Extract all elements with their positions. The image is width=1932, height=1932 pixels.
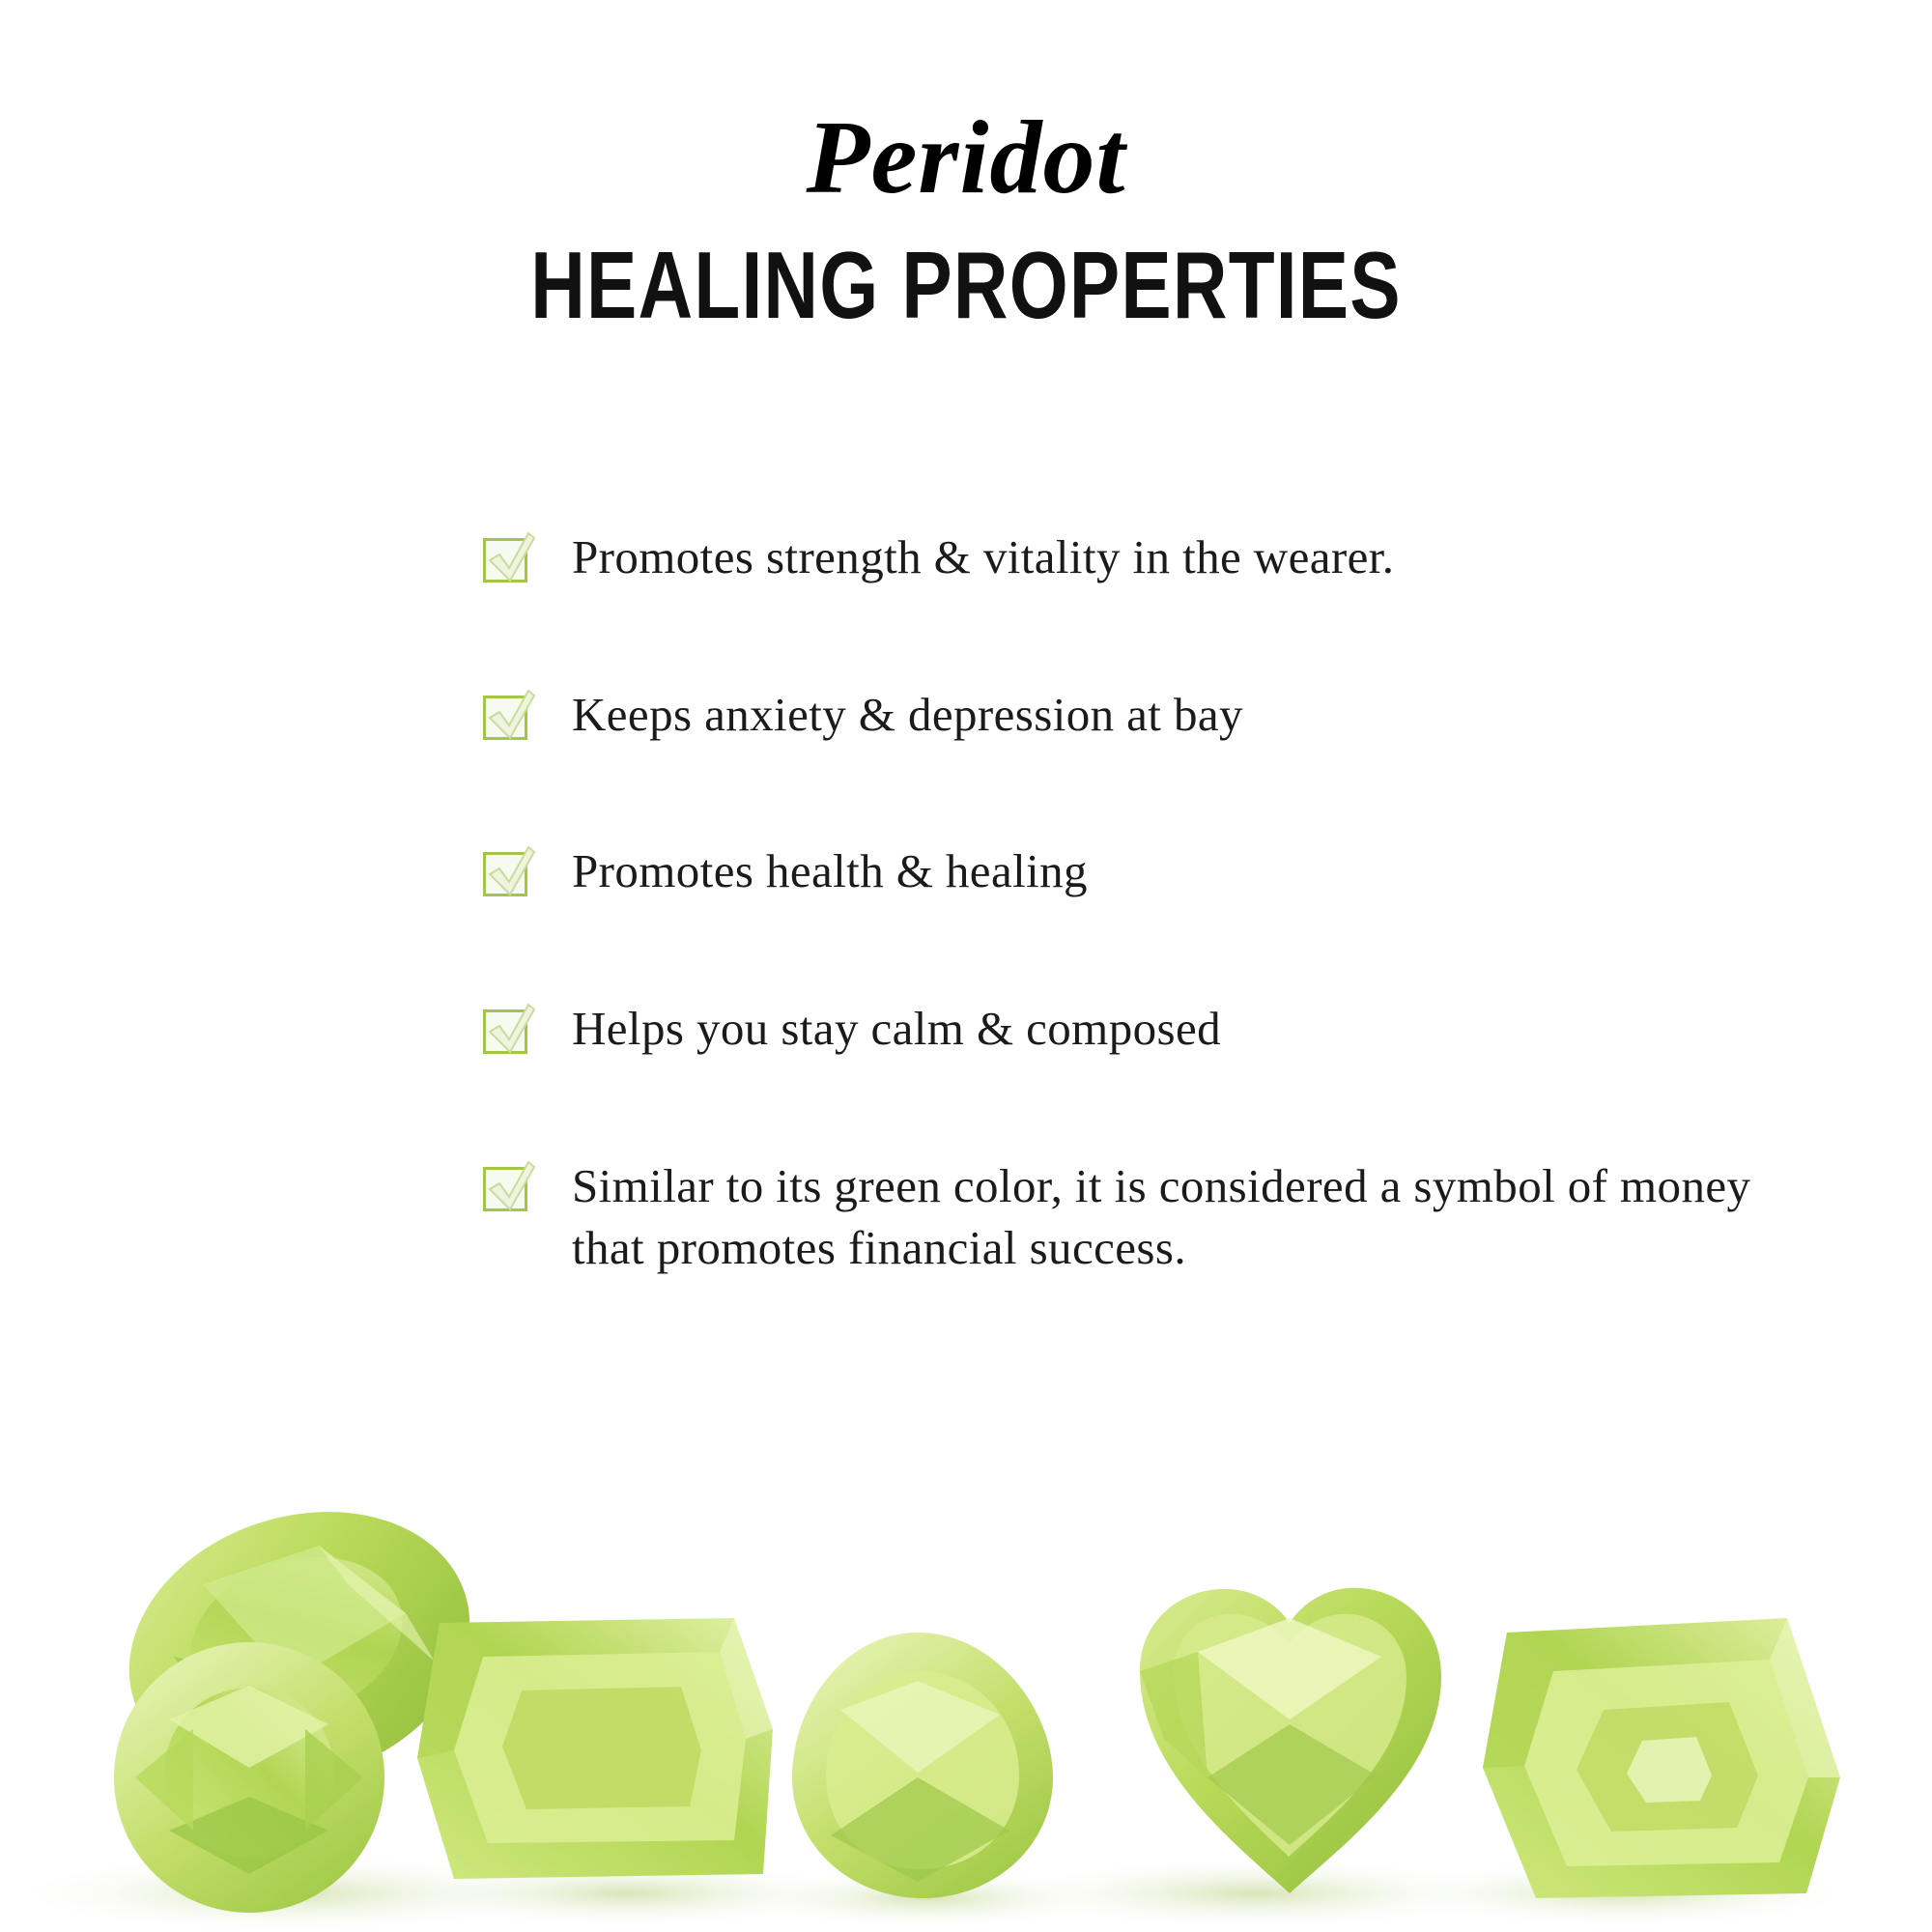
list-item	[483, 684, 1777, 747]
list-item	[483, 998, 1777, 1061]
page-title: HEALING PROPERTIES	[530, 232, 1402, 338]
checkbox-checked-icon	[483, 852, 527, 896]
checkbox-checked-icon	[483, 1167, 527, 1211]
checkbox-checked-icon	[483, 538, 527, 582]
list-item	[483, 1155, 1777, 1280]
list-item	[483, 840, 1777, 903]
list-item-label: Helps you stay calm & composed	[572, 1002, 1222, 1056]
list-item-label: Similar to its green color, it is considered a symbol of money that promotes financial success.	[572, 1158, 1751, 1275]
checkbox-checked-icon	[483, 696, 527, 740]
list-item-label: Keeps anxiety & depression at bay	[572, 687, 1243, 741]
checkbox-checked-icon	[483, 1009, 527, 1054]
peridot-gemstones-photo	[0, 1391, 1932, 1932]
page-header	[0, 0, 1932, 338]
page-title-script: Peridot	[806, 100, 1126, 215]
list-item-label: Promotes health & healing	[572, 844, 1088, 898]
list-item	[483, 526, 1777, 589]
healing-properties-list	[483, 526, 1777, 1280]
list-item-label: Promotes strength & vitality in the wearer.	[572, 530, 1395, 583]
